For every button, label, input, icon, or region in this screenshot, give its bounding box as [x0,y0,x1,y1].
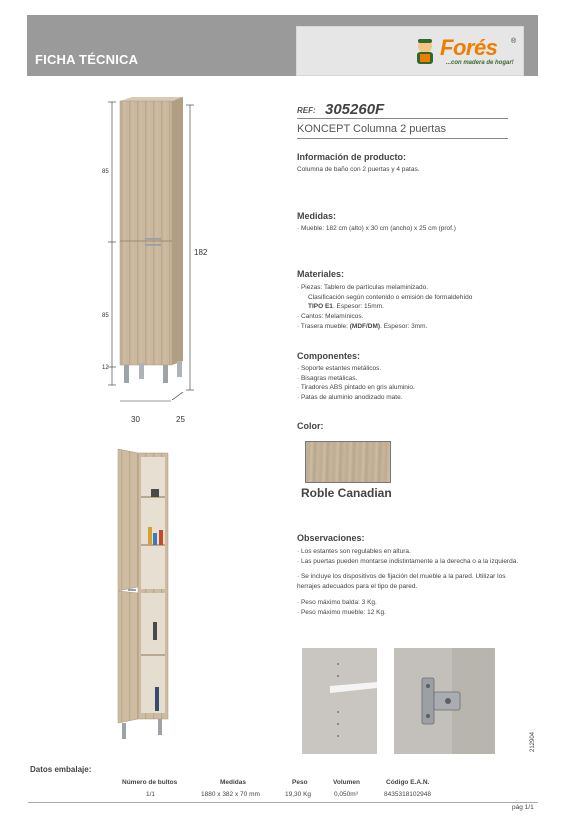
reference-row [297,101,508,119]
color-name: Roble Canadian [301,486,392,500]
shelf-support-photo [302,648,377,754]
table-header: Número de bultos [122,779,178,786]
materials-line: · Cantos: Melamínicos. [297,313,364,321]
materials-line: · Piezas: Tablero de partículas melaminizado. [297,284,429,291]
table-cell: 1/1 [146,791,156,798]
page-title: FICHA TÉCNICA [35,52,139,67]
brand-logo [296,26,524,76]
dim-depth: 25 [176,415,185,424]
product-name: KONCEPT Columna 2 puertas [297,123,508,139]
cabinet-photo-open [110,447,185,745]
brand-tagline: ...con madera de hogar! [446,60,514,66]
ref-label: REF: [297,106,316,115]
materials-line: Clasificación según contenido o emisión de formaldehído [308,293,473,301]
measures-text: · Mueble: 182 cm (alto) x 30 cm (ancho) x 25 cm (prof.) [297,225,456,232]
hinge-photo [394,648,495,754]
table-cell: 19,30 Kg [285,791,312,798]
dim-height: 182 [194,248,208,257]
observation-line: · Los estantes son regulables en altura. [297,548,411,555]
observation-line: · Las puertas pueden montarse indistintamente a la derecha o a la izquierda. [297,557,519,565]
packaging-title: Datos embalaje: [30,765,92,774]
info-text: Columna de baño con 2 puertas y 4 patas. [297,166,420,173]
color-swatch [305,441,391,483]
color-title: Color: [297,421,324,431]
dim-bottom: 85 [102,313,109,319]
observations-title: Observaciones: [297,533,365,543]
dim-legs: 12 [102,365,109,371]
dim-top: 85 [102,169,109,175]
components-list [297,364,557,403]
component-item: · Bisagras metálicas. [297,374,358,382]
info-title: Información de producto: [297,152,406,162]
components-title: Componentes: [297,351,360,361]
side-code: 212904 [530,731,536,752]
table-header: Volumen [333,779,360,786]
ref-code: 305260F [325,101,385,118]
materials-text-part: . Espesor: 3mm. [380,322,428,330]
materials-bold: (MDF/DM) [349,322,381,330]
cabinet-drawing-closed [95,95,225,430]
materials-line [297,302,557,312]
measures-title: Medidas: [297,211,337,221]
component-item: · Tiradores ABS pintado en gris aluminio. [297,384,415,392]
brand-name: Forés [440,35,498,60]
page-number: pág 1/1 [512,804,534,811]
mascot-icon [412,37,438,67]
table-header: Medidas [220,779,247,786]
materials-text [297,283,557,332]
materials-text-part: . Espesor: 15mm. [332,303,384,311]
component-item: · Patas de aluminio anodizado mate. [297,394,403,402]
materials-line [297,322,557,332]
observation-line: · Se incluye los dispositivos de fijación del mueble a la pared. Utilizar los [297,573,506,581]
table-cell: 0,050m³ [334,791,358,798]
materials-title: Materiales: [297,269,345,279]
observations-text [297,547,557,617]
materials-text-part: · Trasera mueble: [297,322,350,330]
table-header: Peso [292,779,308,786]
observation-line: · Peso máximo mueble: 12 Kg. [297,608,386,616]
observation-line: herrajes adecuados para el tipo de pared. [297,583,418,591]
component-item: · Soporte estantes metálicos. [297,365,382,372]
materials-bold: TIPO E1 [308,303,333,311]
packaging-divider [28,802,538,803]
table-header: Código E.A.N. [386,779,430,786]
brand-reg: ® [511,38,517,45]
dim-width: 30 [131,415,140,424]
observation-line: · Peso máximo balda: 3 Kg. [297,598,377,606]
table-cell: 8435318102948 [384,791,431,798]
table-cell: 1880 x 382 x 70 mm [201,791,260,798]
